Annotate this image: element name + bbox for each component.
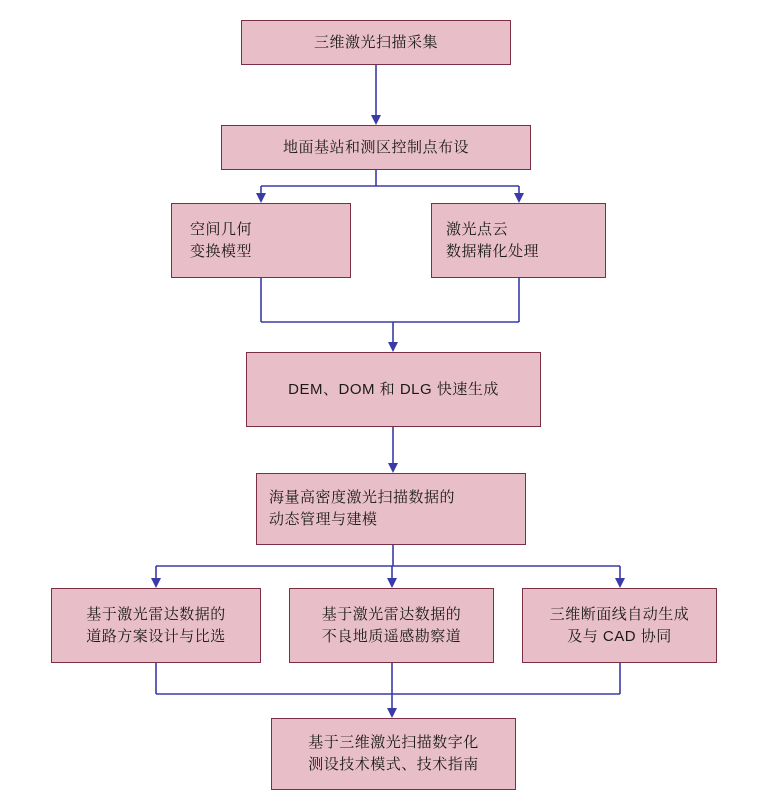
arrowhead-n5-n6 — [388, 463, 398, 473]
arrowhead-n6-n7 — [151, 578, 161, 588]
node-label-line2: 道路方案设计与比选 — [86, 627, 226, 645]
node-ground-station-control-points[interactable] — [221, 125, 531, 170]
node-spatial-geometry-transform-model[interactable] — [171, 203, 351, 278]
arrowhead-n1-n2 — [371, 115, 381, 125]
node-massive-data-dynamic-management[interactable] — [256, 473, 526, 545]
node-geological-remote-survey[interactable] — [289, 588, 494, 663]
node-label-line1: 空间几何 — [190, 220, 253, 238]
node-technical-mode-and-guideline[interactable] — [271, 718, 516, 790]
arrowhead-n2-n4 — [514, 193, 524, 203]
node-label-line1: 三维断面线自动生成 — [549, 605, 690, 623]
node-cross-section-auto-generation[interactable] — [522, 588, 717, 663]
node-label-line1: 基于三维激光扫描数字化 — [308, 734, 479, 752]
node-label-line1: 激光点云 — [446, 220, 509, 238]
arrowhead-n6-n8 — [387, 578, 397, 588]
arrowhead-merge-n10 — [387, 708, 397, 718]
node-label-line2: 动态管理与建模 — [269, 511, 378, 528]
node-label: 三维激光扫描采集 — [313, 33, 438, 51]
node-road-scheme-design[interactable] — [51, 588, 261, 663]
node-label-line1: 海量高密度激光扫描数据的 — [269, 489, 456, 507]
arrowhead-merge-n5 — [388, 342, 398, 352]
arrowhead-n6-n9 — [615, 578, 625, 588]
node-laser-scan-collection[interactable] — [241, 20, 511, 65]
node-label-line2: 数据精化处理 — [446, 242, 540, 260]
node-dem-dom-dlg-generation[interactable] — [246, 352, 541, 427]
node-label-line1: 基于激光雷达数据的 — [86, 605, 226, 623]
node-point-cloud-refinement[interactable] — [431, 203, 606, 278]
node-label-line2: 变换模型 — [190, 242, 253, 260]
node-label-line2: 测设技术模式、技术指南 — [308, 756, 479, 773]
arrowhead-n2-n3 — [256, 193, 266, 203]
node-label-line2: 及与 CAD 协同 — [567, 627, 672, 645]
node-label-line1: 基于激光雷达数据的 — [321, 605, 462, 623]
node-label: DEM、DOM 和 DLG 快速生成 — [288, 380, 499, 398]
node-label: 地面基站和测区控制点布设 — [282, 138, 469, 156]
node-label-line2: 不良地质遥感勘察道 — [321, 627, 462, 645]
